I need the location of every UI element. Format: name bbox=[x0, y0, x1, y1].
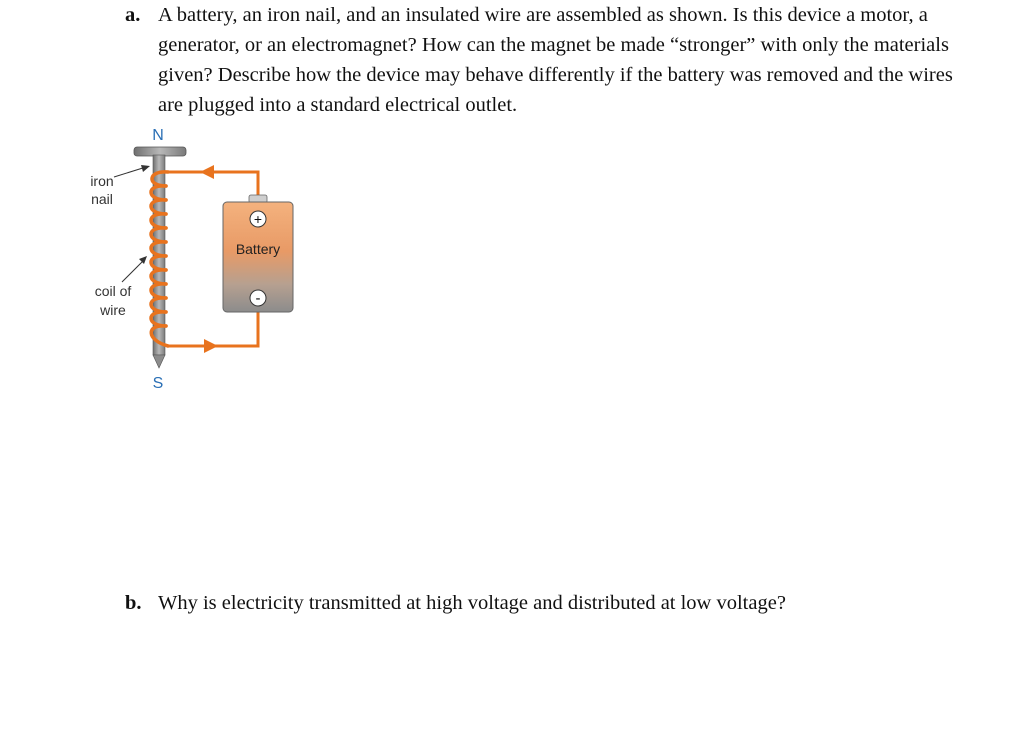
bottom-wire bbox=[168, 312, 258, 346]
north-pole-label: N bbox=[152, 127, 164, 144]
coil-pointer-arrow bbox=[139, 256, 147, 264]
south-pole-label: S bbox=[152, 375, 164, 392]
iron-nail-label-line2: nail bbox=[91, 191, 113, 207]
nail-tip bbox=[153, 355, 165, 368]
coil-label-line1: coil of bbox=[94, 283, 132, 299]
question-a-marker: a. bbox=[125, 4, 141, 26]
question-a-text: A battery, an iron nail, and an insulated wire are assembled as shown. Is this device a motor, a generator, or an electromagnet? How can the magnet be made “stronger” with only the materials given? Describe how the device may behave differently if the battery was removed and the wires are plugged into a standard electrical outlet. bbox=[158, 4, 953, 116]
question-b-marker: b. bbox=[125, 592, 142, 614]
positive-terminal-label: + bbox=[253, 211, 263, 227]
question-a bbox=[125, 0, 965, 120]
nail-head bbox=[134, 147, 186, 156]
question-b-text: Why is electricity transmitted at high voltage and distributed at low voltage? bbox=[158, 592, 786, 614]
electromagnet-diagram bbox=[80, 118, 310, 398]
coil-pointer bbox=[122, 260, 144, 282]
iron-nail-pointer bbox=[114, 167, 146, 177]
negative-terminal-label: - bbox=[255, 290, 261, 307]
battery-label: Battery bbox=[235, 241, 281, 257]
iron-nail-label-line1: iron bbox=[90, 173, 114, 189]
top-wire-arrow bbox=[200, 165, 214, 179]
coil-label-line2: wire bbox=[100, 302, 126, 318]
iron-nail-pointer-arrow bbox=[141, 165, 150, 172]
question-b bbox=[125, 588, 965, 618]
bottom-wire-arrow bbox=[204, 339, 218, 353]
